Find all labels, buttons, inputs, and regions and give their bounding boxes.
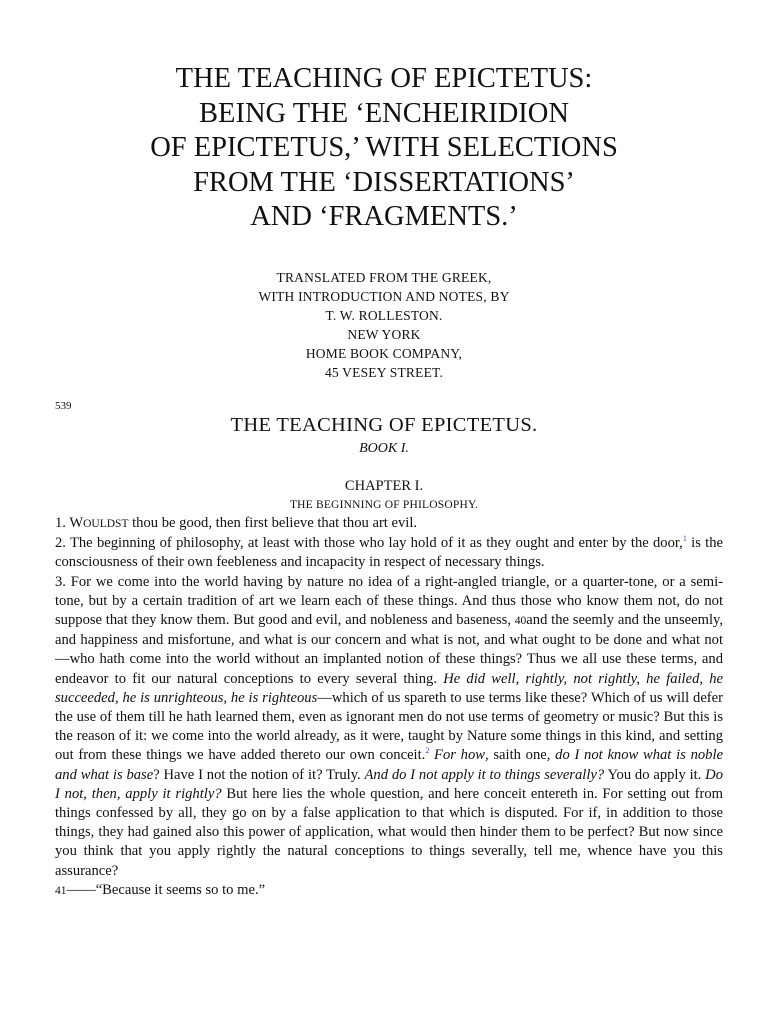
footnote-link[interactable]: 1 xyxy=(682,534,687,544)
small-caps-text: OULDST xyxy=(83,518,129,530)
paragraph-text: ? Have I not the notion of it? Truly. xyxy=(153,766,365,783)
chapter-subtitle: THE BEGINNING OF PHILOSOPHY. xyxy=(289,499,479,511)
paragraph-text: is the consciousness of their own feebleness and incapacity in respect of necessary things. xyxy=(55,535,723,571)
footnote-link[interactable]: 2 xyxy=(425,746,430,756)
paragraph-text: 1. W xyxy=(55,515,84,531)
title-line: THE TEACHING OF EPICTETUS: xyxy=(175,63,593,94)
title-line: FROM THE ‘DISSERTATIONS’ xyxy=(193,166,575,198)
title-line: AND ‘FRAGMENTS.’ xyxy=(250,201,518,232)
paragraph-text: ——“Because it seems so to me.” xyxy=(66,881,266,898)
paragraph-text: and the seemly and the unseemly, and happiness and misfortune, and what is our concern and what is not, and what ought to be done and what not—who hath come into the world without an implanted notion of these things? Thus we all use these terms, and endeavor to fit our natural conceptions to every several thing. xyxy=(55,612,723,687)
chapter-heading: CHAPTER I. xyxy=(344,478,424,494)
paragraph-2 xyxy=(55,534,723,572)
italic-text: Do I not, then, apply it rightly? xyxy=(55,766,723,802)
section-title: THE TEACHING OF EPICTETUS. xyxy=(230,414,538,436)
paragraph-3 xyxy=(55,573,723,881)
publisher-line: NEW YORK xyxy=(347,327,421,342)
book-title xyxy=(60,62,708,235)
italic-text: And do I not apply it to things severally? xyxy=(364,766,605,783)
paragraph-4 xyxy=(55,881,723,901)
paragraph-text: thou be good, then first believe that thou art evil. xyxy=(128,515,418,531)
paragraph-text: 2. The beginning of philosophy, at least with those who lay hold of it as they ought and enter by the door, xyxy=(55,535,683,552)
page-marker: 40 xyxy=(514,615,527,628)
paragraph-text: 3. For we come into the world having by nature no idea of a right-angled triangle, or a quarter-tone, or a semi-tone, but by a certain tradition of art we learn each of these things. And thus those who know them not, do not suppose that they know them. But good and evil, and nobleness and baseness, xyxy=(55,573,723,629)
book-heading: BOOK I. xyxy=(359,441,409,456)
publisher-line: 45 VESEY STREET. xyxy=(324,365,444,380)
paragraph-1 xyxy=(55,514,723,534)
italic-text: For how xyxy=(429,747,485,764)
translator-line: T. W. ROLLESTON. xyxy=(325,308,443,323)
title-line: OF EPICTETUS,’ WITH SELECTIONS xyxy=(150,132,618,163)
translator-block xyxy=(60,268,708,382)
page-number: 539 xyxy=(55,400,72,412)
chapter-body xyxy=(55,514,723,901)
paragraph-text: But here lies the whole question, and here conceit entereth in. For setting out from things confessed by all, they go on by a false application to that which is disputed. For if, in addition to those things, they had gained also this power of application, what would then hinder them to be perfect? But now since you think that you apply rightly the natural conceptions to things severally, tell me, whence have you this assurance? xyxy=(55,785,723,879)
title-line: BEING THE ‘ENCHEIRIDION xyxy=(199,97,569,129)
publisher-line: HOME BOOK COMPANY, xyxy=(305,346,463,361)
page-marker: 41 xyxy=(55,884,67,897)
paragraph-text: , saith one, xyxy=(485,747,556,764)
italic-text: He did well, rightly, not rightly, he failed, he succeeded, he is unrighteous, he is righteous xyxy=(55,670,723,706)
paragraph-text: You do apply it. xyxy=(604,766,706,783)
paragraph-text: —which of us spareth to use terms like these? Which of us will defer the use of them till he hath learned them, even as ignorant men do not use terms of geometry or music? But this is the reason of it: we come into the world already, as it were, taught by Nature some things in this kind, and setting out from these things we have added thereto our own conceit. xyxy=(55,689,723,764)
translator-line: WITH INTRODUCTION AND NOTES, BY xyxy=(258,289,510,304)
italic-text: do I not know what is noble and what is base xyxy=(55,747,723,783)
translator-line: TRANSLATED FROM THE GREEK, xyxy=(276,270,492,285)
